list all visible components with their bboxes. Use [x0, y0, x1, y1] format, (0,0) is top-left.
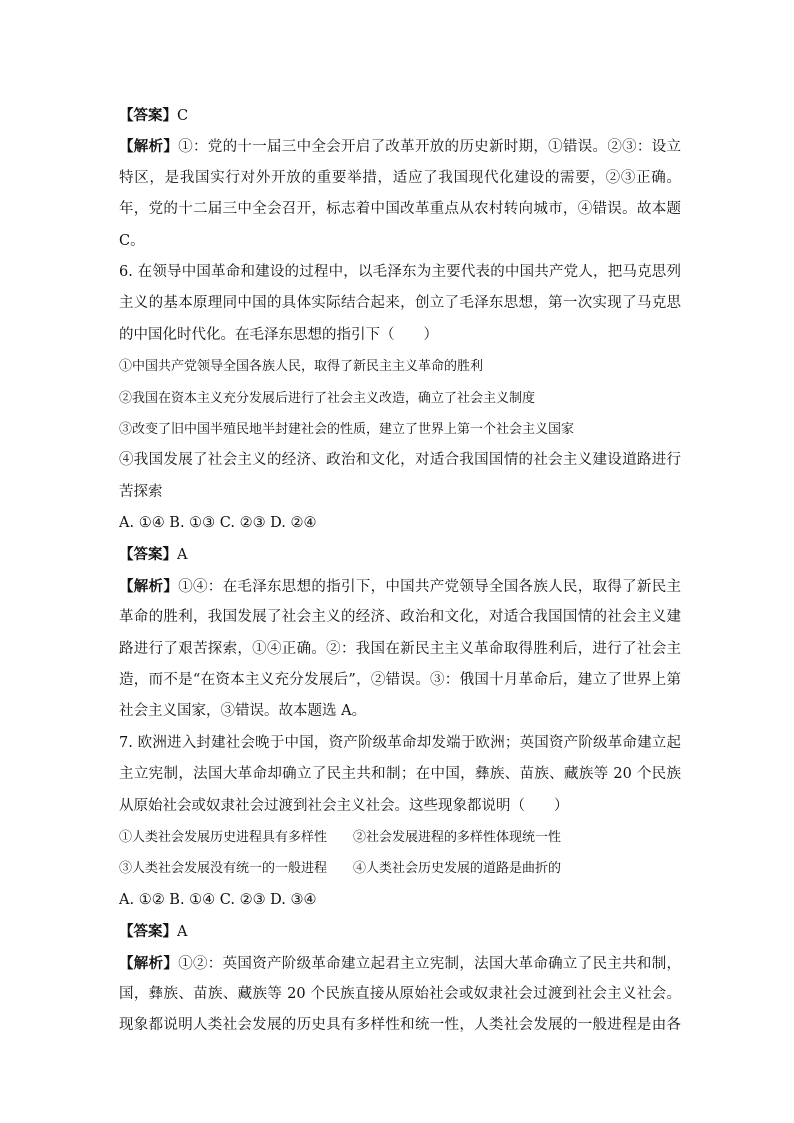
question-6-statement: ③改变了旧中国半殖民地半封建社会的性质，建立了世界上第一个社会主义国家 — [119, 421, 575, 437]
question-7-statement: ③人类社会发展没有统一的一般进程 ④人类社会历史发展的道路是曲折的 — [119, 861, 562, 877]
question-6-stem: 的中国化时代化。在毛泽东思想的指引下（ ） — [119, 326, 438, 343]
analysis-line — [119, 571, 681, 602]
question-6-statement: ②我国在资本主义充分发展后进行了社会主义改造，确立了社会主义制度 — [119, 390, 536, 406]
question-7-statement: ①人类社会发展历史进程具有多样性 ②社会发展进程的多样性体现统一性 — [119, 829, 562, 845]
answer-value: A — [177, 547, 188, 564]
analysis-line — [119, 131, 681, 162]
text-line: 现象都说明人类社会发展的历史具有多样性和统一性，人类社会发展的一般进程是由各 — [119, 1017, 681, 1034]
answer-label: 【答案】 — [119, 546, 177, 564]
answer-label: 【答案】 — [119, 107, 177, 124]
question-6-stem: 6. 在领导中国革命和建设的过程中，以毛泽东为主要代表的中国共产党人，把马克思列 — [119, 263, 681, 280]
text-line: 特区，是我国实行对外开放的重要举措，适应了我国现代化建设的需要，②③正确。 — [119, 169, 681, 186]
text-line: 革命的胜利，我国发展了社会主义的经济、政治和文化，对适合我国国情的社会主义建 — [119, 609, 681, 626]
analysis-label: 【解析】 — [119, 577, 179, 595]
analysis-label: 【解析】 — [119, 954, 179, 972]
answer-value: A — [177, 924, 188, 941]
answer-label: 【答案】 — [119, 923, 177, 941]
text-line: 社会主义国家，③错误。故本题选 A。 — [119, 703, 367, 720]
analysis-line — [119, 948, 681, 979]
text-line: 年，党的十二届三中全会召开，标志着中国改革重点从农村转向城市，④错误。故本题 — [119, 201, 681, 218]
analysis-label: 【解析】 — [119, 138, 179, 156]
question-6-statement: ①中国共产党领导全国各族人民，取得了新民主主义革命的胜利 — [119, 359, 484, 375]
question-6-stem: 主义的基本原理同中国的具体实际结合起来，创立了毛泽东思想，第一次实现了马克思 — [119, 295, 681, 312]
document-body — [119, 100, 681, 1042]
analysis-text: ①④：在毛泽东思想的指引下，中国共产党领导全国各族人民，取得了新民主 — [178, 578, 681, 595]
question-7-stem: 主立宪制，法国大革命却确立了民主共和制；在中国，彝族、苗族、藏族等 20 个民族 — [119, 766, 681, 783]
analysis-text: ①：党的十一届三中全会开启了改革开放的历史新时期，①错误。②③：设立 — [178, 139, 681, 156]
question-6-statement: ④我国发展了社会主义的经济、政治和文化，对适合我国国情的社会主义建设道路进行 — [119, 452, 681, 469]
question-7-stem: 从原始社会或奴隶社会过渡到社会主义社会。这些现象都说明（ ） — [119, 797, 569, 814]
question-6-choices: A. ①④ B. ①③ C. ②③ D. ②④ — [119, 515, 317, 532]
text-line: C。 — [119, 232, 145, 249]
answer-value: C — [177, 108, 189, 124]
text-line: 国，彝族、苗族、藏族等 20 个民族直接从原始社会或奴隶社会过渡到社会主义社会。 — [119, 985, 681, 1002]
question-6-statement: 苦探索 — [119, 483, 163, 500]
text-line: 路进行了艰苦探索，①④正确。②：我国在新民主主义革命取得胜利后，进行了社会主 — [119, 640, 681, 657]
question-7-choices: A. ①② B. ①④ C. ②③ D. ③④ — [119, 891, 317, 908]
analysis-text: ①②：英国资产阶级革命建立起君主立宪制，法国大革命确立了民主共和制， — [178, 955, 681, 972]
answer-line — [119, 539, 681, 570]
answer-line — [119, 100, 681, 131]
question-7-stem: 7. 欧洲进入封建社会晚于中国，资产阶级革命却发端于欧洲；英国资产阶级革命建立起 — [119, 734, 681, 751]
text-line: 造，而不是“在资本主义充分发展后”，②错误。③：俄国十月革命后，建立了世界上第 — [119, 672, 681, 689]
answer-line — [119, 916, 681, 947]
